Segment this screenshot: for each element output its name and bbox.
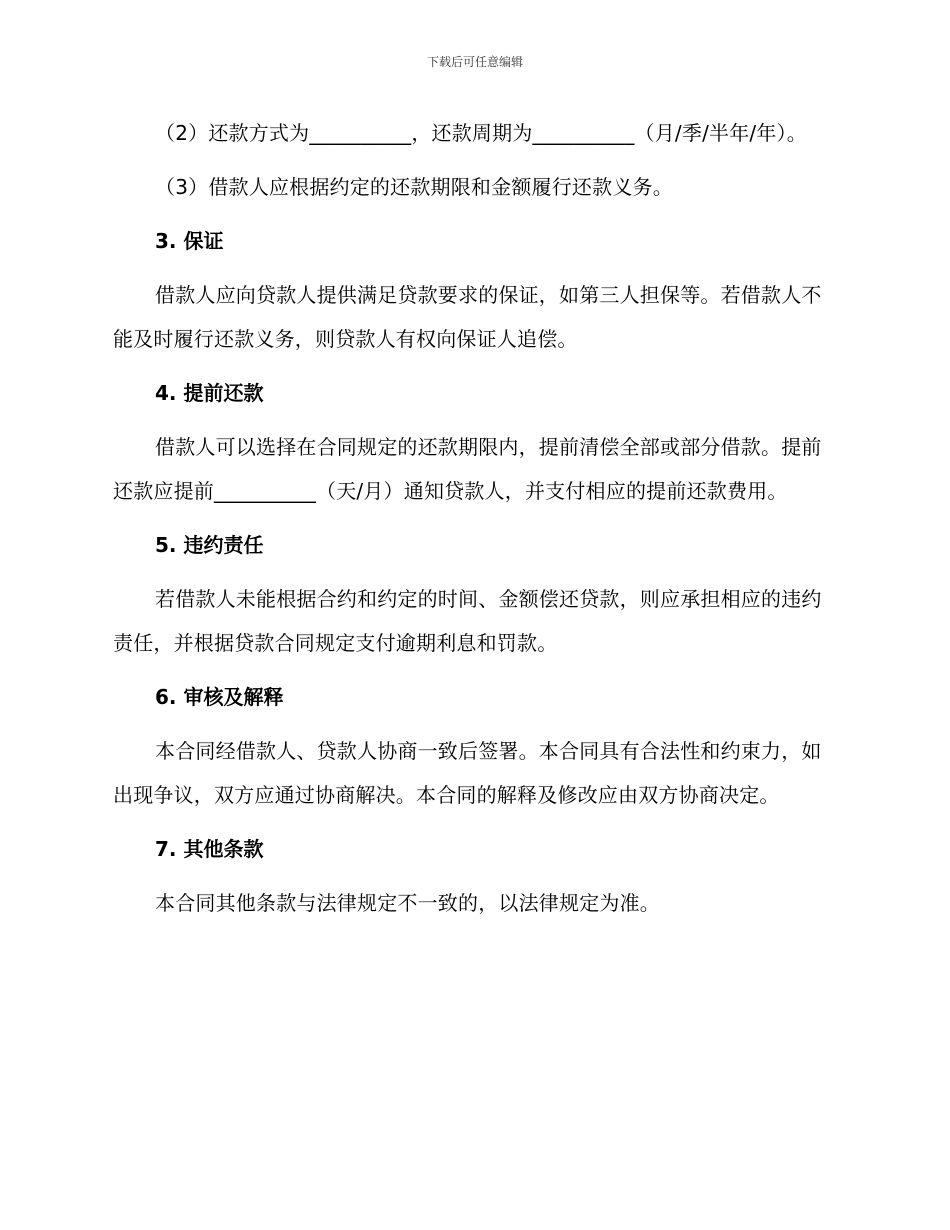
section-heading-guarantee: 3. 保证 [155,229,224,253]
document-body [113,111,833,935]
breach-paragraph: 若借款人未能根据合约和约定的时间、金额偿还贷款，则应承担相应的违约责任，并根据贷款合同规定支付逾期利息和罚款。 [113,587,822,655]
prepayment-paragraph: 借款人可以选择在合同规定的还款期限内，提前清偿全部或部分借款。提前还款应提前__________（天/月）通知贷款人，并支付相应的提前还款费用。 [113,435,822,503]
review-paragraph: 本合同经借款人、贷款人协商一致后签署。本合同具有合法性和约束力，如出现争议，双方应通过协商解决。本合同的解释及修改应由双方协商决定。 [113,739,822,807]
section-heading-review: 6. 审核及解释 [155,685,284,709]
section-heading-other: 7. 其他条款 [155,837,264,861]
section-heading-breach: 5. 违约责任 [155,533,264,557]
other-terms-paragraph: 本合同其他条款与法律规定不一致的，以法律规定为准。 [155,891,660,915]
repayment-obligation-paragraph: （3）借款人应根据约定的还款期限和金额履行还款义务。 [155,175,673,199]
section-heading-prepayment: 4. 提前还款 [155,381,264,405]
page-header: 下载后可任意编辑 [426,55,523,69]
repayment-method-paragraph: （2）还款方式为__________，还款周期为__________（月/季/半年/年）。 [155,121,807,145]
guarantee-paragraph: 借款人应向贷款人提供满足贷款要求的保证，如第三人担保等。若借款人不能及时履行还款义务，则贷款人有权向保证人追偿。 [113,283,822,351]
